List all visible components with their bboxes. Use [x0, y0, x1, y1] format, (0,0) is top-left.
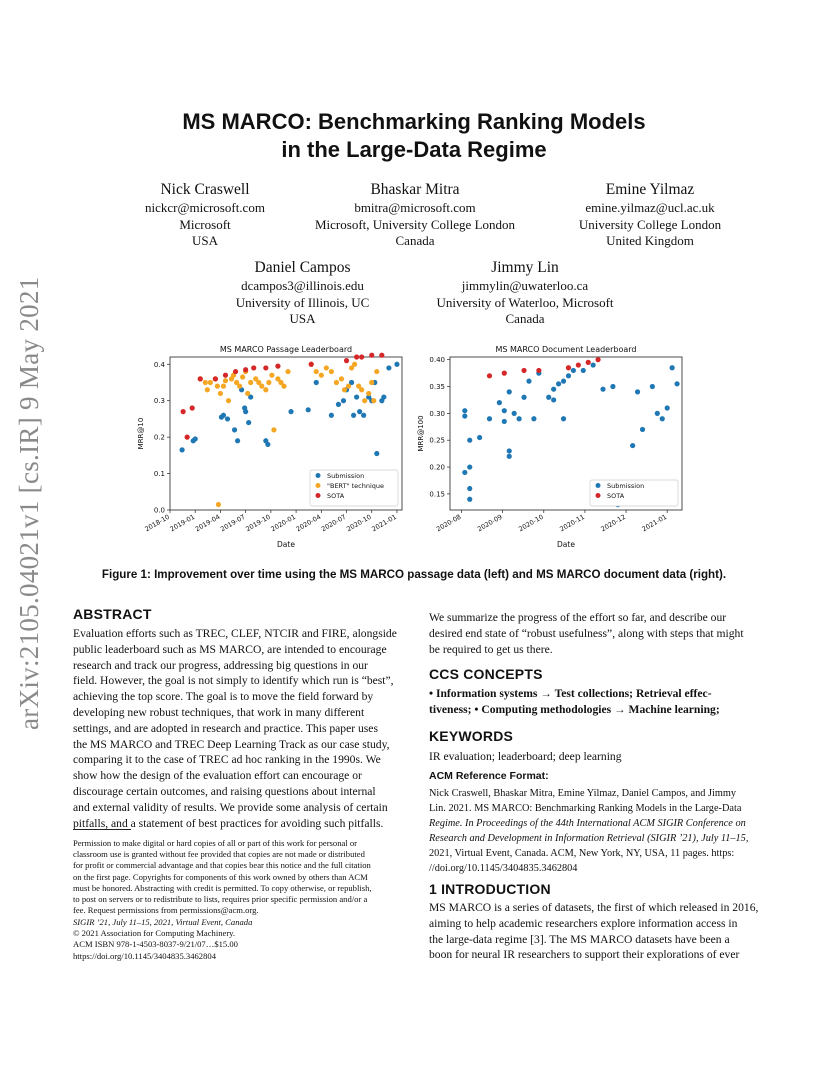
abstract-line: field. However, the goal is not simply to identify which run is “best”,	[73, 674, 394, 688]
acmref-line: //doi.org/10.1145/3404835.3462804	[429, 863, 578, 874]
data-point	[362, 398, 367, 403]
data-point	[502, 419, 507, 424]
data-point	[374, 369, 379, 374]
data-point	[266, 380, 271, 385]
x-tick-label: 2020-09	[476, 512, 504, 534]
data-point	[487, 416, 492, 421]
author-country: Canada	[395, 233, 435, 248]
y-tick-label: 0.3	[153, 397, 165, 406]
legend-entry: SOTA	[607, 492, 625, 500]
permission-line: for profit or commercial advantage and that copies bear this notice and the full citation	[73, 860, 371, 871]
author-name: Bhaskar Mitra	[370, 181, 460, 198]
title-line-2: in the Large-Data Regime	[281, 137, 547, 162]
abstract-text	[73, 626, 403, 831]
x-tick-label: 2020-04	[294, 512, 323, 534]
data-point	[462, 470, 467, 475]
keywords-text: IR evaluation; leaderboard; deep learning	[429, 750, 622, 763]
data-point	[193, 436, 198, 441]
x-tick-label: 2019-01	[168, 512, 197, 534]
data-point	[221, 413, 226, 418]
author-name: Nick Craswell	[160, 181, 250, 198]
data-point	[640, 427, 645, 432]
data-point	[248, 380, 253, 385]
permission-line: to post on servers or to redistribute to lists, requires prior specific permission and/or a	[73, 894, 368, 905]
intro-line: MS MARCO is a series of datasets, the first of which released in 2016,	[429, 901, 759, 914]
data-point	[586, 360, 591, 365]
author-affiliation: Microsoft, University College London	[314, 216, 516, 232]
data-point	[346, 384, 351, 389]
data-point	[324, 365, 329, 370]
y-tick-label: 0.35	[429, 383, 445, 392]
data-point	[521, 368, 526, 373]
data-point	[205, 387, 210, 392]
data-point	[213, 376, 218, 381]
x-tick-label: 2020-07	[319, 512, 348, 534]
data-point	[536, 368, 541, 373]
data-point	[660, 416, 665, 421]
data-point	[467, 438, 472, 443]
data-point	[237, 384, 242, 389]
data-point	[314, 380, 319, 385]
data-point	[386, 365, 391, 370]
data-point	[263, 365, 268, 370]
data-point	[366, 391, 371, 396]
data-point	[339, 376, 344, 381]
author-block	[540, 180, 760, 250]
data-point	[341, 398, 346, 403]
data-point	[371, 398, 376, 403]
data-point	[215, 384, 220, 389]
data-point	[180, 447, 185, 452]
data-point	[259, 384, 264, 389]
legend-marker	[316, 483, 321, 488]
abstract-line: comparing it to the case of TREC ad hoc ranking in the 1990s. We	[73, 753, 381, 767]
data-point	[354, 354, 359, 359]
footnote-rule	[73, 829, 131, 830]
acmref-line: 2021, Virtual Event, Canada. ACM, New York, NY, USA, 11 pages. https:	[429, 848, 735, 859]
data-point	[674, 381, 679, 386]
data-point	[546, 395, 551, 400]
data-point	[198, 376, 203, 381]
data-point	[526, 379, 531, 384]
data-point	[226, 398, 231, 403]
data-point	[379, 353, 384, 358]
data-point	[285, 369, 290, 374]
data-point	[512, 411, 517, 416]
data-point	[235, 438, 240, 443]
venue: SIGIR ’21, July 11–15, 2021, Virtual Event, Canada	[73, 917, 253, 927]
legend-marker	[596, 483, 601, 488]
data-point	[223, 378, 228, 383]
data-point	[240, 374, 245, 379]
data-point	[551, 387, 556, 392]
data-point	[232, 427, 237, 432]
author-block	[200, 258, 405, 328]
data-point	[288, 409, 293, 414]
paper-title	[0, 108, 828, 164]
acmref-line: Research and Development in Information Retrieval (SIGIR ’21), July 11–15,	[429, 833, 749, 844]
legend-marker	[316, 473, 321, 478]
copyright: © 2021 Association for Computing Machinery.	[73, 928, 236, 939]
intro-line: aiming to help academic researchers explore information access in	[429, 916, 738, 930]
chart-title: MS MARCO Document Leaderboard	[495, 345, 637, 354]
y-tick-label: 0.0	[153, 506, 165, 515]
data-point	[245, 391, 250, 396]
acm-reference-text	[429, 786, 759, 876]
author-name: Daniel Campos	[254, 259, 351, 276]
data-point	[218, 391, 223, 396]
data-point	[329, 369, 334, 374]
data-point	[630, 443, 635, 448]
data-point	[275, 364, 280, 369]
data-point	[351, 413, 356, 418]
author-country: United Kingdom	[606, 233, 694, 248]
data-point	[517, 416, 522, 421]
data-point	[566, 365, 571, 370]
data-point	[600, 387, 605, 392]
data-point	[665, 405, 670, 410]
data-point	[467, 464, 472, 469]
legend-entry: Submission	[327, 472, 365, 480]
data-point	[571, 368, 576, 373]
abstract-line: developing new robust techniques, that work in many different	[73, 705, 365, 719]
author-country: USA	[191, 233, 218, 248]
ccs-line: • Information systems → Test collections; Retrieval effec-	[429, 687, 712, 700]
data-point	[306, 407, 311, 412]
y-tick-label: 0.1	[153, 470, 165, 479]
ccs-concepts	[429, 686, 759, 718]
author-block	[300, 180, 530, 250]
x-tick-label: 2020-12	[599, 512, 628, 534]
data-point	[208, 380, 213, 385]
data-point	[487, 373, 492, 378]
author-block	[110, 180, 300, 250]
data-point	[566, 373, 571, 378]
data-point	[561, 379, 566, 384]
x-tick-label: 2018-10	[143, 512, 171, 534]
data-point	[369, 353, 374, 358]
data-point	[394, 362, 399, 367]
x-axis-label: Date	[557, 540, 575, 549]
x-tick-label: 2019-07	[219, 512, 247, 534]
data-point	[591, 362, 596, 367]
data-point	[216, 502, 221, 507]
data-point	[352, 362, 357, 367]
y-axis-label: MRR@100	[417, 415, 425, 452]
doi-link[interactable]: https://doi.org/10.1145/3404835.3462804	[73, 950, 216, 961]
passage-leaderboard-chart	[130, 340, 415, 552]
data-point	[369, 380, 374, 385]
data-point	[314, 369, 319, 374]
abstract-line: achieving the top score. The goal is to move the field forward by	[73, 690, 374, 704]
data-point	[462, 408, 467, 413]
abstract-line: research and track our progress, addressing big questions in our	[73, 658, 368, 672]
y-tick-label: 0.25	[429, 436, 445, 445]
data-point	[655, 411, 660, 416]
data-point	[243, 367, 248, 372]
data-point	[650, 384, 655, 389]
data-point	[185, 435, 190, 440]
introduction-text	[429, 900, 759, 963]
x-tick-label: 2020-08	[434, 512, 463, 534]
data-point	[246, 420, 251, 425]
data-point	[361, 413, 366, 418]
data-point	[381, 394, 386, 399]
author-email: dcampos3@illinois.edu	[241, 278, 364, 293]
author-block	[415, 258, 635, 328]
data-point	[334, 380, 339, 385]
x-tick-label: 2020-10	[517, 512, 545, 534]
abstract-line: discourage certain outcomes, and raising questions about internal	[73, 784, 376, 798]
author-affiliation: University of Waterloo, Microsoft	[436, 294, 614, 310]
ccs-line: tiveness; • Computing methodologies → Machine learning;	[429, 702, 720, 716]
data-point	[243, 409, 248, 414]
data-point	[309, 362, 314, 367]
data-point	[610, 384, 615, 389]
data-point	[556, 381, 561, 386]
permission-line: classroom use is granted without fee provided that copies are not made or distributed	[73, 849, 365, 860]
abstract-line: public leaderboard such as MS MARCO, are intended to encourage	[73, 642, 387, 656]
data-point	[374, 451, 379, 456]
data-point	[497, 400, 502, 405]
intro-line: the large-data regime [3]. The MS MARCO datasets have been a	[429, 932, 730, 946]
data-point	[551, 397, 556, 402]
acmref-line: Lin. 2021. MS MARCO: Benchmarking Ranking Models in the Large-Data	[429, 803, 742, 814]
y-axis-label: MRR@10	[137, 417, 145, 450]
title-line-1: MS MARCO: Benchmarking Ranking Models	[182, 109, 646, 134]
x-tick-label: 2021-01	[640, 512, 669, 534]
author-email: jimmylin@uwaterloo.ca	[461, 278, 589, 293]
y-tick-label: 0.2	[153, 433, 165, 442]
x-axis-label: Date	[277, 540, 295, 549]
permission-line: Permission to make digital or hard copies of all or part of this work for personal or	[73, 838, 358, 848]
abstract-line: settings, and are adopted in research and practice. This paper uses	[73, 721, 378, 735]
author-email: bmitra@microsoft.com	[354, 200, 476, 215]
acm-reference-heading: ACM Reference Format:	[429, 770, 549, 782]
data-point	[507, 448, 512, 453]
y-tick-label: 0.40	[429, 356, 445, 365]
publication-info	[73, 917, 408, 962]
acmref-line: Regime. In Proceedings of the 44th International ACM SIGIR Conference on	[429, 818, 746, 829]
y-tick-label: 0.4	[153, 360, 165, 369]
permission-line: must be honored. Abstracting with credit is permitted. To copy otherwise, or republish,	[73, 882, 372, 893]
paragraph-line: be required to get us there.	[429, 642, 553, 656]
data-point	[269, 373, 274, 378]
data-point	[502, 371, 507, 376]
paragraph-line: desired end state of “robust usefulness”, along with steps that might	[429, 626, 744, 640]
ccs-heading: CCS CONCEPTS	[429, 666, 543, 682]
data-point	[233, 369, 238, 374]
data-point	[670, 365, 675, 370]
abstract-line: pitfalls, and a statement of best practices for avoiding such pitfalls.	[73, 816, 384, 830]
legend-entry: SOTA	[327, 492, 345, 500]
arxiv-identifier: arXiv:2105.04021v1 [cs.IR] 9 May 2021	[14, 276, 44, 730]
x-tick-label: 2019-04	[193, 512, 222, 534]
author-country: USA	[289, 311, 316, 326]
author-email: emine.yilmaz@ucl.ac.uk	[585, 200, 715, 215]
intro-line: boon for neural IR researchers to support their explorations of ever	[429, 948, 740, 962]
data-point	[203, 380, 208, 385]
author-affiliation: Microsoft	[179, 216, 231, 232]
author-name: Jimmy Lin	[491, 259, 559, 276]
author-affiliation: University of Illinois, UC	[235, 294, 370, 310]
data-point	[221, 384, 226, 389]
data-point	[190, 405, 195, 410]
chart-title: MS MARCO Passage Leaderboard	[219, 345, 353, 354]
data-point	[342, 387, 347, 392]
x-tick-label: 2020-01	[269, 512, 298, 534]
y-tick-label: 0.15	[429, 490, 445, 499]
permission-line: on the first page. Copyrights for components of this work owned by others than ACM	[73, 871, 368, 882]
abstract-line: the MS MARCO and TREC Deep Learning Track as our case study,	[73, 737, 390, 751]
author-affiliation: University College London	[578, 216, 722, 232]
acmref-line: Nick Craswell, Bhaskar Mitra, Emine Yilmaz, Daniel Campos, and Jimmy	[429, 788, 737, 799]
author-name: Emine Yilmaz	[605, 181, 695, 198]
x-tick-label: 2020-11	[558, 512, 586, 534]
data-point	[357, 409, 362, 414]
data-point	[336, 402, 341, 407]
data-point	[359, 387, 364, 392]
data-point	[344, 358, 349, 363]
data-point	[502, 408, 507, 413]
abstract-line: show how the design of the evaluation effort can encourage or	[73, 769, 362, 783]
legend-entry: "BERT" technique	[327, 482, 385, 490]
data-point	[521, 395, 526, 400]
permission-notice	[73, 838, 408, 916]
legend-entry: Submission	[607, 482, 645, 490]
data-point	[271, 427, 276, 432]
data-point	[507, 454, 512, 459]
data-point	[251, 365, 256, 370]
data-point	[354, 394, 359, 399]
data-point	[265, 442, 270, 447]
data-point	[507, 389, 512, 394]
introduction-heading: 1 INTRODUCTION	[429, 881, 551, 897]
data-point	[263, 387, 268, 392]
abstract-continuation	[429, 610, 759, 657]
legend-marker	[596, 493, 601, 498]
data-point	[462, 413, 467, 418]
y-tick-label: 0.30	[429, 409, 445, 418]
data-point	[477, 435, 482, 440]
data-point	[561, 416, 566, 421]
data-point	[223, 373, 228, 378]
keywords-heading: KEYWORDS	[429, 728, 514, 744]
data-point	[581, 368, 586, 373]
permission-line: fee. Request permissions from permissions@acm.org.	[73, 905, 259, 916]
abstract-heading: ABSTRACT	[73, 606, 152, 622]
data-point	[181, 409, 186, 414]
data-point	[576, 362, 581, 367]
x-tick-label: 2020-10	[345, 512, 373, 534]
document-leaderboard-chart	[410, 340, 695, 552]
data-point	[595, 357, 600, 362]
figure-caption: Figure 1: Improvement over time using the MS MARCO passage data (left) and MS MARCO document data (right).	[101, 568, 727, 581]
y-tick-label: 0.20	[429, 463, 445, 472]
data-point	[359, 354, 364, 359]
data-point	[635, 389, 640, 394]
abstract-line: Evaluation efforts such as TREC, CLEF, NTCIR and FIRE, alongside	[73, 627, 397, 640]
author-country: Canada	[505, 311, 545, 326]
isbn: ACM ISBN 978-1-4503-8037-9/21/07…$15.00	[73, 939, 238, 950]
data-point	[225, 416, 230, 421]
data-point	[319, 373, 324, 378]
data-point	[467, 497, 472, 502]
abstract-line: and external validity of results. We provide some analysis of certain	[73, 800, 388, 814]
paragraph-line: We summarize the progress of the effort so far, and describe our	[429, 611, 727, 624]
x-tick-label: 2021-01	[370, 512, 398, 534]
data-point	[467, 486, 472, 491]
data-point	[531, 416, 536, 421]
legend-marker	[316, 493, 321, 498]
author-email: nickcr@microsoft.com	[145, 200, 265, 215]
data-point	[329, 413, 334, 418]
data-point	[281, 384, 286, 389]
x-tick-label: 2019-10	[244, 512, 272, 534]
